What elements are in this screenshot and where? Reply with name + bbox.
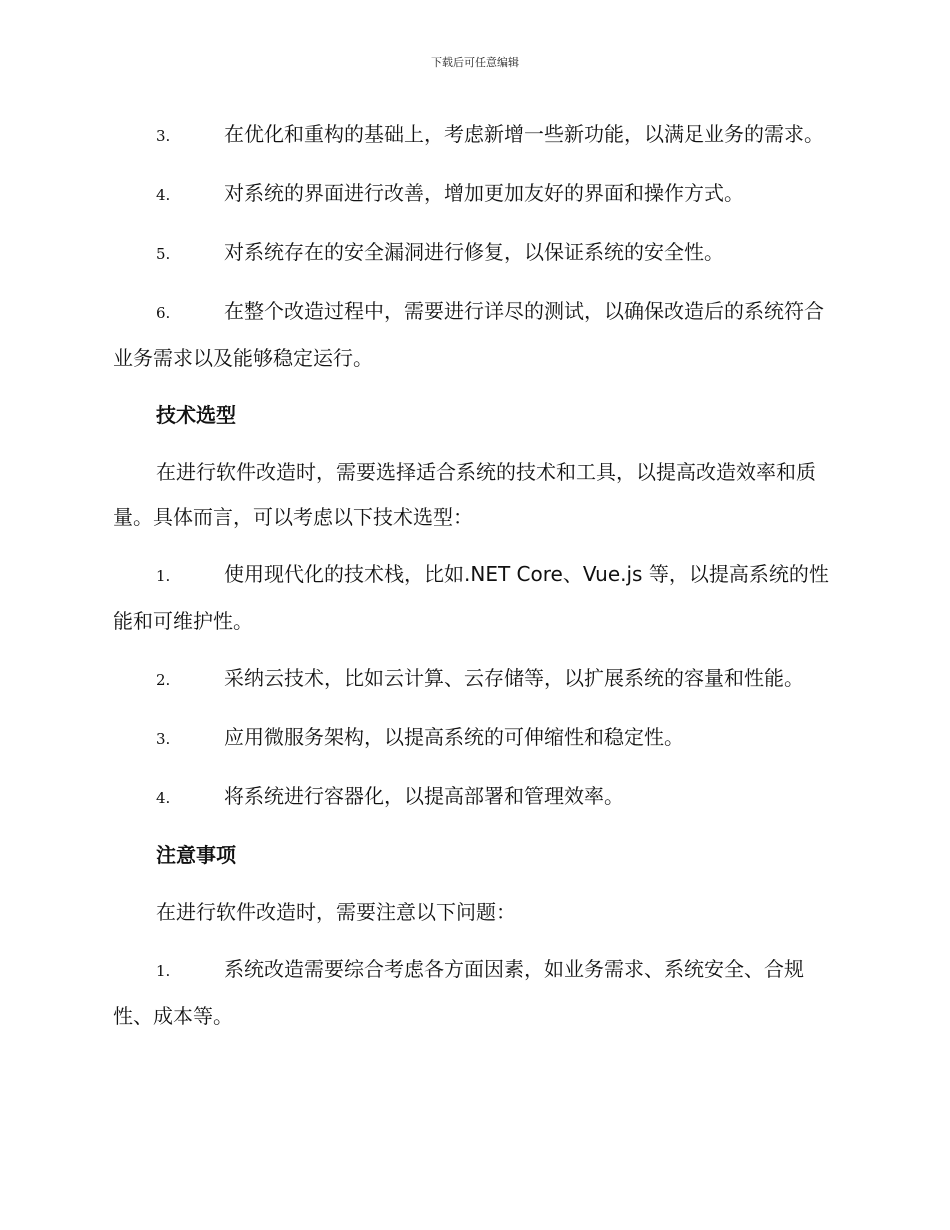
section-heading-notes: 注意事项	[156, 843, 236, 867]
list-item-text: 将系统进行容器化，以提高部署和管理效率。	[224, 784, 624, 808]
list-item-number: 5.	[156, 245, 171, 263]
list-item	[113, 774, 838, 821]
list-item-text: 对系统存在的安全漏洞进行修复，以保证系统的安全性。	[224, 240, 724, 264]
list-item-number: 1.	[156, 567, 171, 585]
list-item	[113, 230, 838, 277]
section-intro-tech: 在进行软件改造时，需要选择适合系统的技术和工具，以提高改造效率和质量。具体而言，可以考虑以下技术选型：	[113, 460, 816, 529]
list-item	[113, 112, 838, 159]
list-item-text: 采纳云技术，比如云计算、云存储等，以扩展系统的容量和性能。	[224, 666, 804, 690]
list-item-text: 使用现代化的技术栈，比如.NET Core、Vue.js 等，以提高系统的性能和可维护性。	[113, 562, 829, 633]
list-item	[113, 715, 838, 762]
list-item	[113, 656, 838, 703]
section-intro-notes: 在进行软件改造时，需要注意以下问题：	[156, 900, 516, 924]
list-item-number: 3.	[156, 730, 171, 748]
list-item	[113, 552, 838, 644]
section-heading-tech: 技术选型	[156, 403, 236, 427]
list-item-number: 2.	[156, 671, 171, 689]
list-item	[113, 171, 838, 218]
list-item-number: 6.	[156, 304, 171, 322]
list-item	[113, 289, 838, 381]
list-item-text: 在优化和重构的基础上，考虑新增一些新功能，以满足业务的需求。	[224, 122, 824, 146]
list-item-number: 1.	[156, 962, 171, 980]
list-item-text: 对系统的界面进行改善，增加更加友好的界面和操作方式。	[224, 181, 744, 205]
list-item-text: 在整个改造过程中，需要进行详尽的测试，以确保改造后的系统符合业务需求以及能够稳定运行。	[113, 299, 824, 370]
list-item-text: 系统改造需要综合考虑各方面因素，如业务需求、系统安全、合规性、成本等。	[113, 957, 804, 1028]
list-item	[113, 947, 838, 1039]
list-item-number: 4.	[156, 186, 171, 204]
list-item-text: 应用微服务架构，以提高系统的可伸缩性和稳定性。	[224, 725, 684, 749]
list-item-number: 4.	[156, 789, 171, 807]
list-item-number: 3.	[156, 127, 171, 145]
page-header: 下载后可任意编辑	[431, 56, 519, 69]
document-body	[113, 112, 838, 1051]
